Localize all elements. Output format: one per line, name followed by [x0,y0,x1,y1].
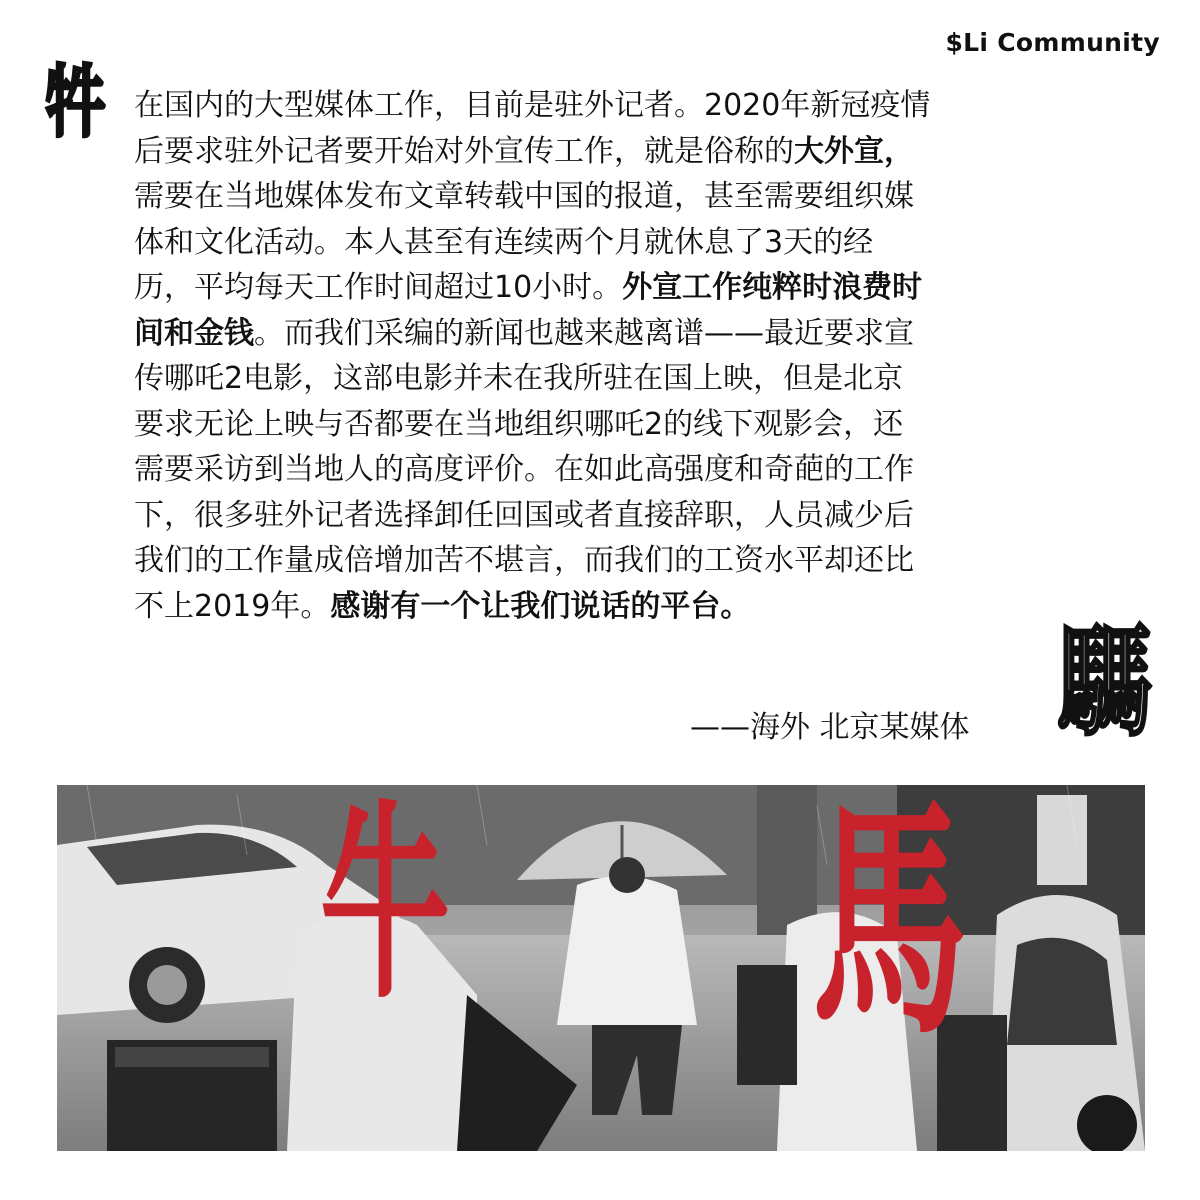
body-text-run: 在国内的大型媒体工作，目前是驻外记者。2020年新冠疫情 [134,88,931,123]
testimony-line [134,402,1094,448]
testimony-line [134,83,1094,129]
testimony-line [134,584,1094,630]
testimony-line [134,220,1094,266]
body-text-run: 体和文化活动。本人甚至有连续两个月就休息了3天的经 [134,224,874,260]
overlay-char-ox: 牛 [320,782,451,1027]
body-text-run: 我们的工作量成倍增加苦不堪言，而我们的工资水平却还比 [134,543,914,578]
body-text-run: 。而我们采编的新闻也越来越离谱——最近要求宣 [254,315,914,351]
testimony-line [134,129,1094,175]
emphasis-text: 感谢有一个让我们说话的平台。 [330,588,751,624]
body-text-run: 后要求驻外记者要开始对外宣传工作，就是俗称的 [134,133,794,169]
testimony-line [134,538,1094,584]
attribution: ——海外 北京某媒体 [690,710,970,745]
overlay-char-horse: 馬 [812,777,967,1068]
testimony-line [134,265,1094,311]
testimony-line [134,174,1094,220]
testimony-line [134,356,1094,402]
body-text-run: 需要在当地媒体发布文章转载中国的报道，甚至需要组织媒 [134,179,914,214]
body-text-run: 传哪吒2电影，这部电影并未在我所驻在国上映，但是北京 [134,361,904,396]
body-text-run: 不上2019年。 [134,588,331,624]
body-text-run: 历，平均每天工作时间超过10小时。 [134,270,623,305]
emphasis-text: 外宣工作纯粹时浪费时 [622,270,923,305]
testimony-text [134,83,1094,629]
decorative-glyph-bottom: 騳 [1058,614,1152,753]
brand-label: $Li Community [945,28,1160,57]
emphasis-text: 大外宣， [794,133,914,169]
body-text-run: 下，很多驻外记者选择卸任回国或者直接辞职，人员减少后 [134,497,914,533]
street-photo-illustration [57,777,1145,1151]
street-photo [57,777,1145,1151]
testimony-line [134,493,1094,539]
body-text-run: 要求无论上映与否都要在当地组织哪吒2的线下观影会，还 [134,406,904,442]
decorative-glyph-top: 牪 [45,58,106,148]
testimony-line [134,447,1094,493]
body-text-run: 需要采访到当地人的高度评价。在如此高强度和奇葩的工作 [134,452,914,487]
emphasis-text: 间和金钱 [134,315,254,351]
testimony-line [134,311,1094,357]
